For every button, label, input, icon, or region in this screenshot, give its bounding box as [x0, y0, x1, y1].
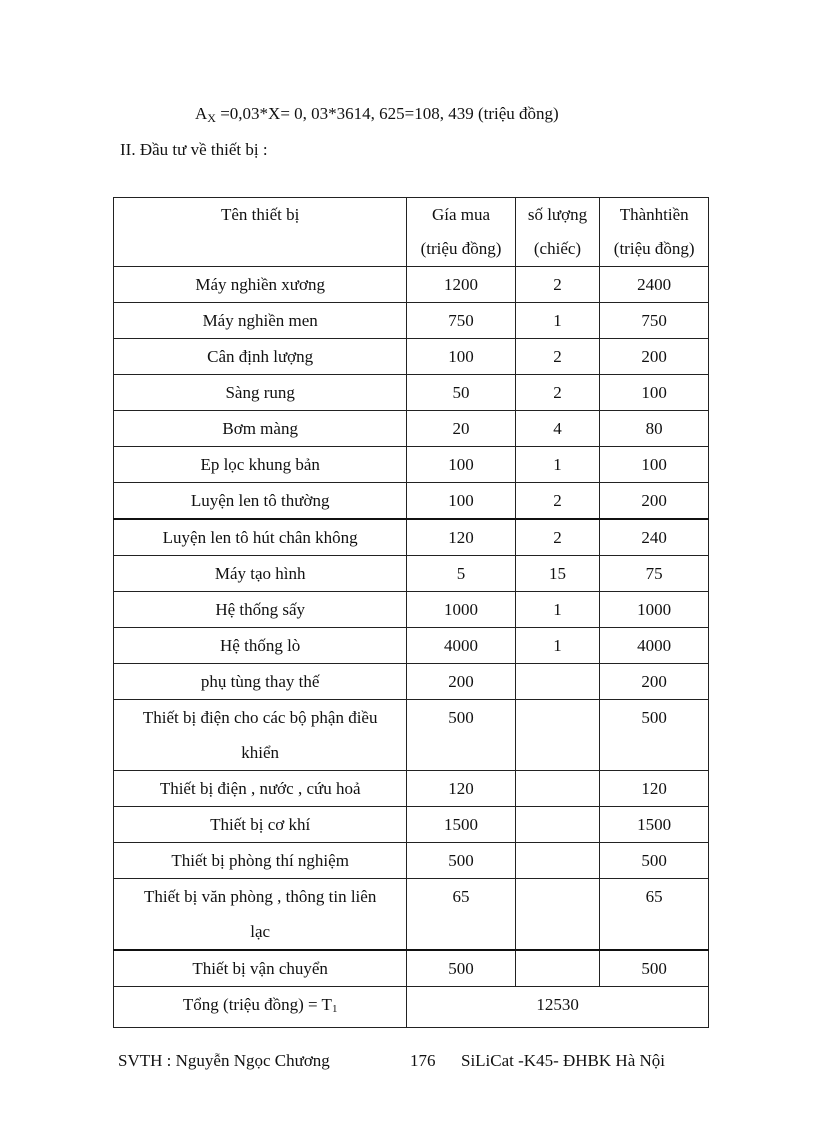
table-row: [114, 339, 709, 375]
table-row: [114, 483, 709, 520]
cell-name: Thiết bị vận chuyển: [114, 950, 407, 987]
cell-total: 80: [600, 411, 709, 447]
cell-quantity: [515, 950, 600, 987]
formula-lhs: A: [195, 104, 208, 123]
table-row: [114, 592, 709, 628]
cell-price: 750: [407, 303, 515, 339]
cell-total: 200: [600, 664, 709, 700]
cell-name: Bơm màng: [114, 411, 407, 447]
table-row: [114, 807, 709, 843]
cell-name: Máy tạo hình: [114, 556, 407, 592]
cell-total: 100: [600, 447, 709, 483]
header-name: Tên thiết bị: [114, 198, 407, 267]
cell-total: 100: [600, 375, 709, 411]
cell-name: Cân định lượng: [114, 339, 407, 375]
cell-quantity: [515, 807, 600, 843]
header-quantity: số lượng (chiếc): [515, 198, 600, 267]
formula-rhs: =0,03*X= 0, 03*3614, 625=108, 439 (triệu đồng): [215, 104, 559, 123]
cell-total: 200: [600, 339, 709, 375]
cell-total: 75: [600, 556, 709, 592]
cell-price: 1000: [407, 592, 515, 628]
cell-name: phụ tùng thay thế: [114, 664, 407, 700]
cell-price: 4000: [407, 628, 515, 664]
cell-quantity: 1: [515, 447, 600, 483]
total-value: 12530: [407, 987, 709, 1028]
footer-author: SVTH : Nguyễn Ngọc Chương: [118, 1051, 330, 1070]
cell-total: 2400: [600, 267, 709, 303]
cell-name: Máy nghiền xương: [114, 267, 407, 303]
footer-page-number: 176: [410, 1051, 436, 1070]
cell-quantity: 1: [515, 628, 600, 664]
cell-quantity: 15: [515, 556, 600, 592]
cell-price: 500: [407, 700, 515, 771]
cell-name: Thiết bị điện cho các bộ phận điều khiển: [114, 700, 407, 771]
cell-name: Thiết bị điện , nước , cứu hoả: [114, 771, 407, 807]
cell-price: 50: [407, 375, 515, 411]
cell-quantity: 1: [515, 303, 600, 339]
formula-lhs-subscript: X: [207, 111, 216, 125]
cell-total: 65: [600, 879, 709, 951]
cell-quantity: 2: [515, 339, 600, 375]
table-row: [114, 411, 709, 447]
cell-name: Thiết bị cơ khí: [114, 807, 407, 843]
cell-price: 1500: [407, 807, 515, 843]
equipment-table: [113, 197, 709, 1028]
cell-total: 1500: [600, 807, 709, 843]
footer-institution: SiLiCat -K45- ĐHBK Hà Nội: [461, 1051, 665, 1070]
cell-quantity: 1: [515, 592, 600, 628]
cell-name: Ep lọc khung bản: [114, 447, 407, 483]
table-row: [114, 700, 709, 771]
cell-quantity: [515, 879, 600, 951]
cell-price: 120: [407, 519, 515, 556]
cell-name: Luyện len tô hút chân không: [114, 519, 407, 556]
table-row: [114, 267, 709, 303]
cell-name: Sàng rung: [114, 375, 407, 411]
table-row: [114, 950, 709, 987]
cell-price: 500: [407, 950, 515, 987]
total-label: Tổng (triệu đồng) = $T_1$: [114, 987, 407, 1028]
cell-quantity: 2: [515, 267, 600, 303]
table-header-row: [114, 198, 709, 267]
table-row: [114, 879, 709, 951]
cell-price: 100: [407, 339, 515, 375]
cell-quantity: 4: [515, 411, 600, 447]
header-price: Gía mua (triệu đồng): [407, 198, 515, 267]
cell-price: 100: [407, 483, 515, 520]
cell-quantity: [515, 664, 600, 700]
cell-name: Hệ thống sấy: [114, 592, 407, 628]
cell-quantity: [515, 771, 600, 807]
section-heading: II. Đầu tư về thiết bị :: [120, 140, 268, 159]
cell-price: 65: [407, 879, 515, 951]
cell-total: 500: [600, 950, 709, 987]
cell-quantity: [515, 700, 600, 771]
cell-name: Thiết bị phòng thí nghiệm: [114, 843, 407, 879]
table-row: [114, 771, 709, 807]
table-row: [114, 556, 709, 592]
cell-price: 120: [407, 771, 515, 807]
table-total-row: [114, 987, 709, 1028]
cell-total: 4000: [600, 628, 709, 664]
cell-total: 120: [600, 771, 709, 807]
table-row: [114, 664, 709, 700]
cell-price: 200: [407, 664, 515, 700]
cell-name: Thiết bị văn phòng , thông tin liên lạc: [114, 879, 407, 951]
table-row: [114, 628, 709, 664]
cell-total: 500: [600, 843, 709, 879]
header-total: Thànhtiền (triệu đồng): [600, 198, 709, 267]
table-row: [114, 375, 709, 411]
table-row: [114, 519, 709, 556]
table-row: [114, 843, 709, 879]
table-row: [114, 447, 709, 483]
cell-price: 500: [407, 843, 515, 879]
table-row: [114, 303, 709, 339]
cell-price: 20: [407, 411, 515, 447]
cell-total: 240: [600, 519, 709, 556]
cell-quantity: 2: [515, 519, 600, 556]
cost-formula: [195, 104, 559, 126]
cell-name: Máy nghiền men: [114, 303, 407, 339]
cell-quantity: [515, 843, 600, 879]
cell-total: 750: [600, 303, 709, 339]
cell-name: Hệ thống lò: [114, 628, 407, 664]
cell-quantity: 2: [515, 483, 600, 520]
cell-quantity: 2: [515, 375, 600, 411]
cell-name: Luyện len tô thường: [114, 483, 407, 520]
cell-price: 5: [407, 556, 515, 592]
cell-price: 100: [407, 447, 515, 483]
cell-price: 1200: [407, 267, 515, 303]
cell-total: 500: [600, 700, 709, 771]
cell-total: 200: [600, 483, 709, 520]
cell-total: 1000: [600, 592, 709, 628]
